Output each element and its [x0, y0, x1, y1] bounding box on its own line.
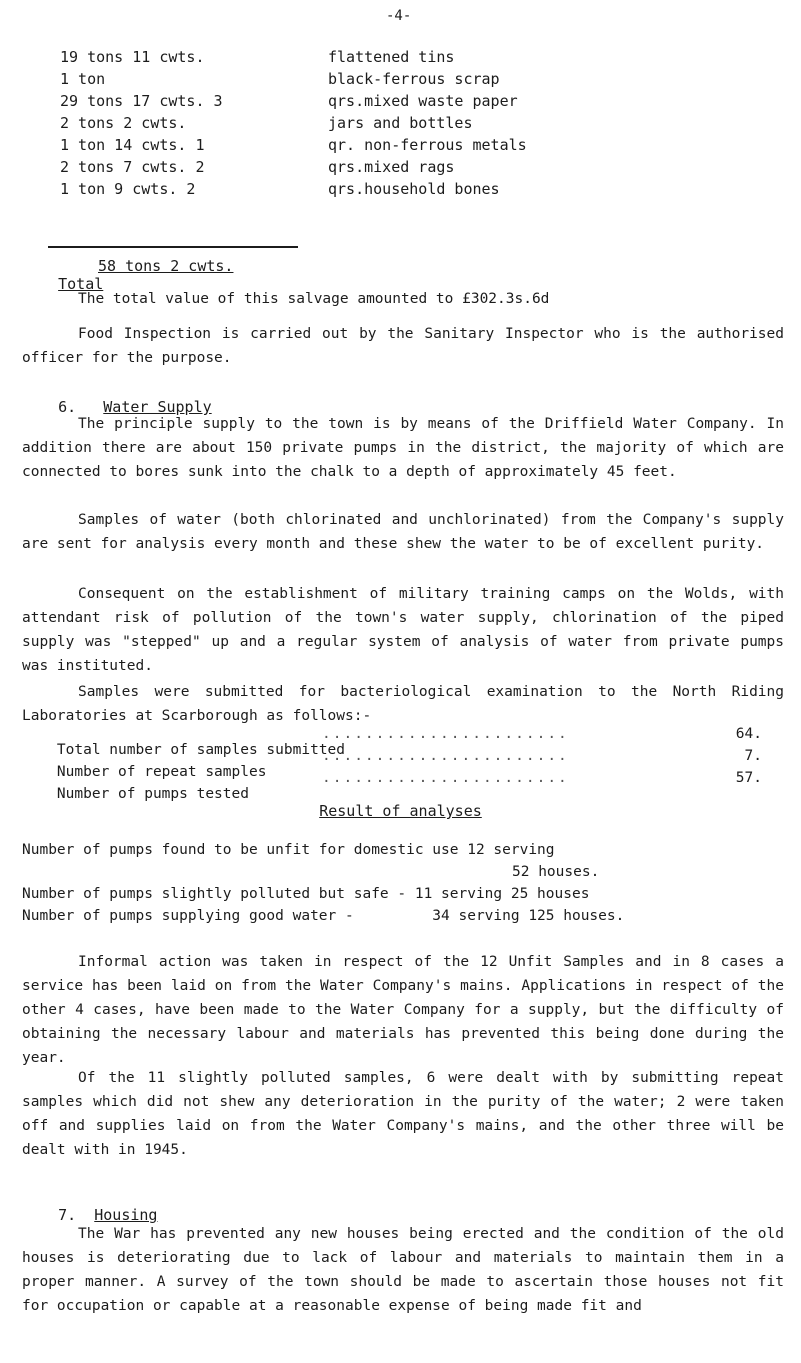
total-rule [48, 246, 298, 248]
salvage-quantity: 2 tons 2 cwts. [60, 114, 187, 132]
water-para-3: Consequent on the establishment of military training camps on the Wolds, with attendant risk of pollution of the town's water supply, chlorination of the piped supply was "stepped" up and a regular system of analysis of water from private pumps was instituted. [22, 586, 784, 674]
salvage-quantity: 2 tons 7 cwts. 2 [60, 158, 205, 176]
page-number: -4- [386, 8, 412, 24]
salvage-item: qr. non-ferrous metals [328, 136, 527, 154]
salvage-row [60, 180, 500, 198]
salvage-quantity: 1 ton 14 cwts. 1 [60, 136, 205, 154]
salvage-item: qrs.mixed waste paper [328, 92, 518, 110]
food-inspection-text: Food Inspection is carried out by the Sanitary Inspector who is the authorised officer for the purpose. [22, 326, 784, 366]
salvage-row [60, 114, 473, 132]
samples-value: 57. [735, 770, 762, 786]
salvage-item: jars and bottles [328, 114, 473, 132]
samples-row-total: Total number of samples submitted ....................... 64. [56, 726, 762, 758]
total-amount: 58 tons 2 cwts. [98, 257, 234, 275]
result-good-water: Number of pumps supplying good water - 34 serving 125 houses. [22, 908, 625, 924]
result-slightly-polluted: Number of pumps slightly polluted but safe - 11 serving 25 houses [22, 886, 590, 902]
housing-para-1: The War has prevented any new houses being erected and the condition of the old houses is deteriorating due to lack of labour and materials to maintain them in a proper manner. A survey of the town should be made to ascertain those houses not fit for occupation or capable at a reasonable expense of being made fit and [22, 1226, 784, 1314]
section-7-title: Housing [94, 1206, 158, 1224]
salvage-quantity: 1 ton [60, 70, 106, 88]
section-7-number: 7. [58, 1206, 77, 1224]
water-para-1: The principle supply to the town is by means of the Driffield Water Company. In addition there are about 150 private pumps in the district, the majority of which are connected to bores sunk into the chalk to a depth of approximately 45 feet. [22, 416, 784, 480]
salvage-row [60, 92, 518, 110]
salvage-row [60, 136, 527, 154]
salvage-row [60, 70, 500, 88]
salvage-value-text: The total value of this salvage amounted to £302.3s.6d [78, 291, 550, 307]
salvage-item: flattened tins [328, 48, 455, 66]
salvage-item: qrs.mixed rags [328, 158, 455, 176]
water-para-6: Of the 11 slightly polluted samples, 6 were dealt with by submitting repeat samples which did not shew any deterioration in the purity of the water; 2 were taken off and supplies laid on from the Water Company's mains, and the other three will be dealt with in 1945. [22, 1070, 784, 1158]
salvage-quantity: 19 tons 11 cwts. [60, 48, 205, 66]
water-para-5: Informal action was taken in respect of the 12 Unfit Samples and in 8 cases a service has been laid on from the Water Company's mains. Applications in respect of the other 4 cases, have been made to the Water Company for a supply, but the difficulty of obtaining the necessary labour and materials has prevented this being done during the year. [22, 954, 784, 1066]
samples-row-repeat: Number of repeat samples ....................... 7. [56, 748, 762, 780]
salvage-row [60, 48, 454, 66]
section-6-title: Water Supply [103, 398, 212, 416]
section-6-number: 6. [58, 398, 77, 416]
samples-label: Number of pumps tested [56, 786, 249, 802]
water-para-2: Samples of water (both chlorinated and unchlorinated) from the Company's supply are sent for analysis every month and these shew the water to be of excellent purity. [22, 512, 784, 552]
salvage-item: qrs.household bones [328, 180, 500, 198]
salvage-row [60, 158, 454, 176]
salvage-item: black-ferrous scrap [328, 70, 500, 88]
total-label: Total [58, 275, 104, 293]
result-unfit: Number of pumps found to be unfit for domestic use 12 serving [22, 842, 555, 858]
water-para-4: Samples were submitted for bacteriological examination to the North Riding Laboratories at Scarborough as follows:- [22, 684, 784, 724]
samples-value: 7. [744, 748, 762, 764]
samples-label: Total number of samples submitted [56, 742, 346, 758]
salvage-quantity: 29 tons 17 cwts. 3 [60, 92, 223, 110]
salvage-quantity: 1 ton 9 cwts. 2 [60, 180, 196, 198]
samples-label: Number of repeat samples [56, 764, 267, 780]
results-heading: Result of analyses [319, 802, 482, 820]
result-unfit-houses: 52 houses. [512, 864, 600, 880]
samples-value: 64. [735, 726, 762, 742]
samples-row-pumps: Number of pumps tested ....................... 57. [56, 770, 762, 802]
